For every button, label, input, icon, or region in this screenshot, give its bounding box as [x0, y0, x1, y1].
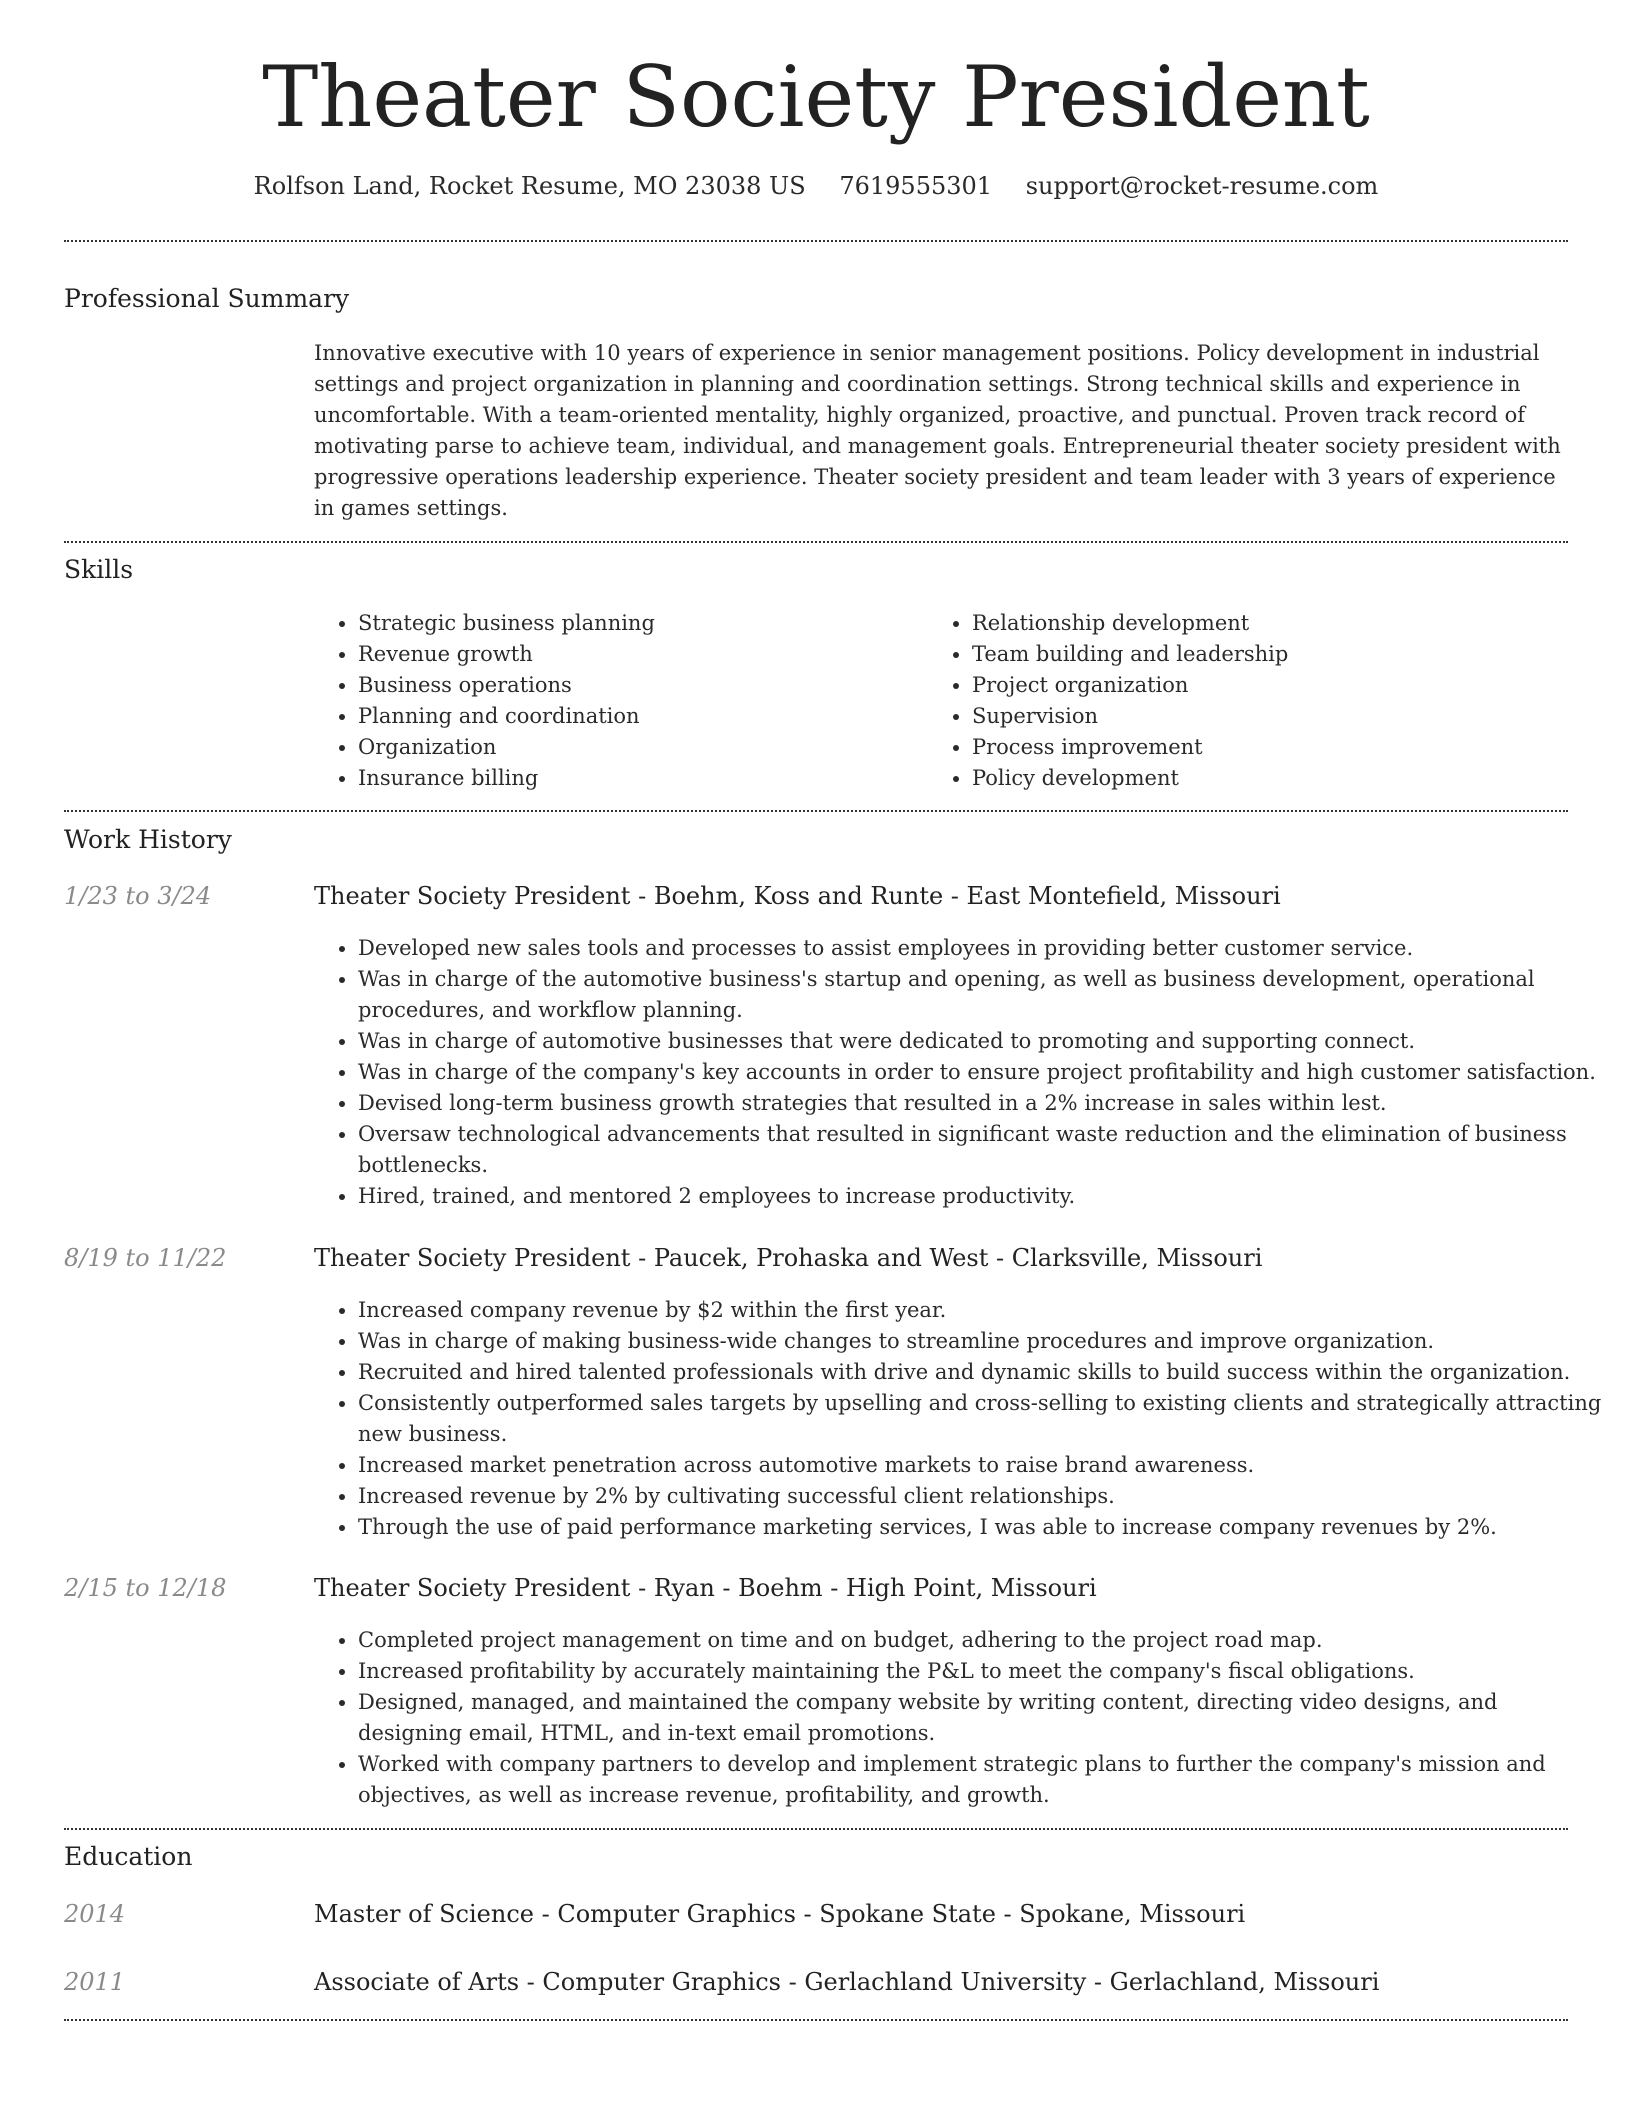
job-dates: 1/23 to 3/24 — [64, 882, 212, 910]
education-degree: Associate of Arts - Computer Graphics — [314, 1968, 781, 1996]
job-title — [314, 1244, 1262, 1272]
section-title-education: Education — [64, 1842, 193, 1871]
skill-item: • Team building and leadership — [972, 639, 1572, 670]
divider — [64, 240, 1568, 242]
list-item: • Increased revenue by 2% by cultivating successful client relationships. — [358, 1481, 1608, 1512]
list-item: • Was in charge of making business-wide changes to streamline procedures and improve organization. — [358, 1326, 1608, 1357]
job-dates: 8/19 to 11/22 — [64, 1244, 227, 1272]
list-item: • Oversaw technological advancements that resulted in significant waste reduction and the elimination of business bottlenecks. — [358, 1119, 1608, 1181]
skill-item: • Planning and coordination — [358, 701, 958, 732]
job-bullets — [314, 1295, 1608, 1543]
education-entry — [314, 1968, 1379, 1996]
list-item: • Was in charge of automotive businesses that were dedicated to promoting and supporting connect. — [358, 1026, 1608, 1057]
skill-item: • Organization — [358, 732, 958, 763]
divider — [64, 2019, 1568, 2021]
skill-item: • Revenue growth — [358, 639, 958, 670]
education-details: - Gerlachland University - Gerlachland, Missouri — [780, 1968, 1380, 1996]
education-year: 2014 — [64, 1900, 126, 1928]
list-item: • Increased profitability by accurately maintaining the P&L to meet the company's fiscal obligations. — [358, 1656, 1608, 1687]
job-role: Theater Society President — [314, 1574, 631, 1602]
section-title-skills: Skills — [64, 555, 134, 584]
list-item: • Recruited and hired talented professionals with drive and dynamic skills to build success within the organization. — [358, 1357, 1608, 1388]
list-item: • Increased market penetration across automotive markets to raise brand awareness. — [358, 1450, 1608, 1481]
list-item: • Developed new sales tools and processes to assist employees in providing better customer service. — [358, 933, 1608, 964]
candidate-name: Theater Society President — [262, 48, 1370, 146]
list-item: • Was in charge of the company's key accounts in order to ensure project profitability and high customer satisfaction. — [358, 1057, 1608, 1088]
education-year: 2011 — [64, 1968, 126, 1996]
divider — [64, 1828, 1568, 1830]
job-title — [314, 1574, 1097, 1602]
summary-text: Innovative executive with 10 years of experience in senior management positions. Policy development in industrial settings and project organization in planning and coordination settings. Strong technical skills and experience in uncomfortable. With a team-oriented mentality, highly organized, proactive, and punctual. Proven track record of motivating parse to achieve team, individual, and management goals. Entrepreneurial theater society president with progressive operations leadership experience. Theater society president and team leader with 3 years of experience in games settings. — [314, 341, 1561, 520]
divider — [64, 810, 1568, 812]
skill-item: • Relationship development — [972, 608, 1572, 639]
job-bullets — [314, 933, 1608, 1212]
skills-list-left — [314, 608, 958, 794]
job-dates: 2/15 to 12/18 — [64, 1574, 227, 1602]
job-bullets — [314, 1625, 1608, 1811]
section-title-work: Work History — [64, 825, 232, 854]
education-degree: Master of Science - Computer Graphics — [314, 1900, 796, 1928]
contact-email: support@rocket-resume.com — [1025, 172, 1379, 200]
list-item: • Designed, managed, and maintained the company website by writing content, directing video designs, and designing email, HTML, and in-text email promotions. — [358, 1687, 1608, 1749]
skill-item: • Policy development — [972, 763, 1572, 794]
divider — [64, 541, 1568, 543]
education-details: - Spokane State - Spokane, Missouri — [795, 1900, 1246, 1928]
list-item: • Through the use of paid performance marketing services, I was able to increase company revenues by 2%. — [358, 1512, 1608, 1543]
skill-item: • Process improvement — [972, 732, 1572, 763]
job-role: Theater Society President — [314, 882, 631, 910]
contact-phone: 7619555301 — [839, 172, 993, 200]
skill-item: • Strategic business planning — [358, 608, 958, 639]
list-item: • Worked with company partners to develop and implement strategic plans to further the company's mission and objectives, as well as increase revenue, profitability, and growth. — [358, 1749, 1608, 1811]
list-item: • Hired, trained, and mentored 2 employees to increase productivity. — [358, 1181, 1608, 1212]
list-item: • Completed project management on time and on budget, adhering to the project road map. — [358, 1625, 1608, 1656]
list-item: • Devised long-term business growth strategies that resulted in a 2% increase in sales within lest. — [358, 1088, 1608, 1119]
job-title — [314, 882, 1281, 910]
skill-item: • Supervision — [972, 701, 1572, 732]
job-details: - Boehm, Koss and Runte - East Montefield, Missouri — [630, 882, 1281, 910]
contact-line — [0, 172, 1632, 200]
skill-item: • Business operations — [358, 670, 958, 701]
skill-item: • Project organization — [972, 670, 1572, 701]
job-role: Theater Society President — [314, 1244, 631, 1272]
job-details: - Paucek, Prohaska and West - Clarksville, Missouri — [630, 1244, 1263, 1272]
skills-list-right — [928, 608, 1572, 794]
section-title-summary: Professional Summary — [64, 284, 350, 313]
list-item: • Increased company revenue by $2 within the first year. — [358, 1295, 1608, 1326]
contact-address: Rolfson Land, Rocket Resume, MO 23038 US — [253, 172, 806, 200]
job-details: - Ryan - Boehm - High Point, Missouri — [630, 1574, 1097, 1602]
list-item: • Consistently outperformed sales targets by upselling and cross-selling to existing clients and strategically attracting new business. — [358, 1388, 1608, 1450]
skill-item: • Insurance billing — [358, 763, 958, 794]
education-entry — [314, 1900, 1245, 1928]
list-item: • Was in charge of the automotive business's startup and opening, as well as business development, operational procedures, and workflow planning. — [358, 964, 1608, 1026]
